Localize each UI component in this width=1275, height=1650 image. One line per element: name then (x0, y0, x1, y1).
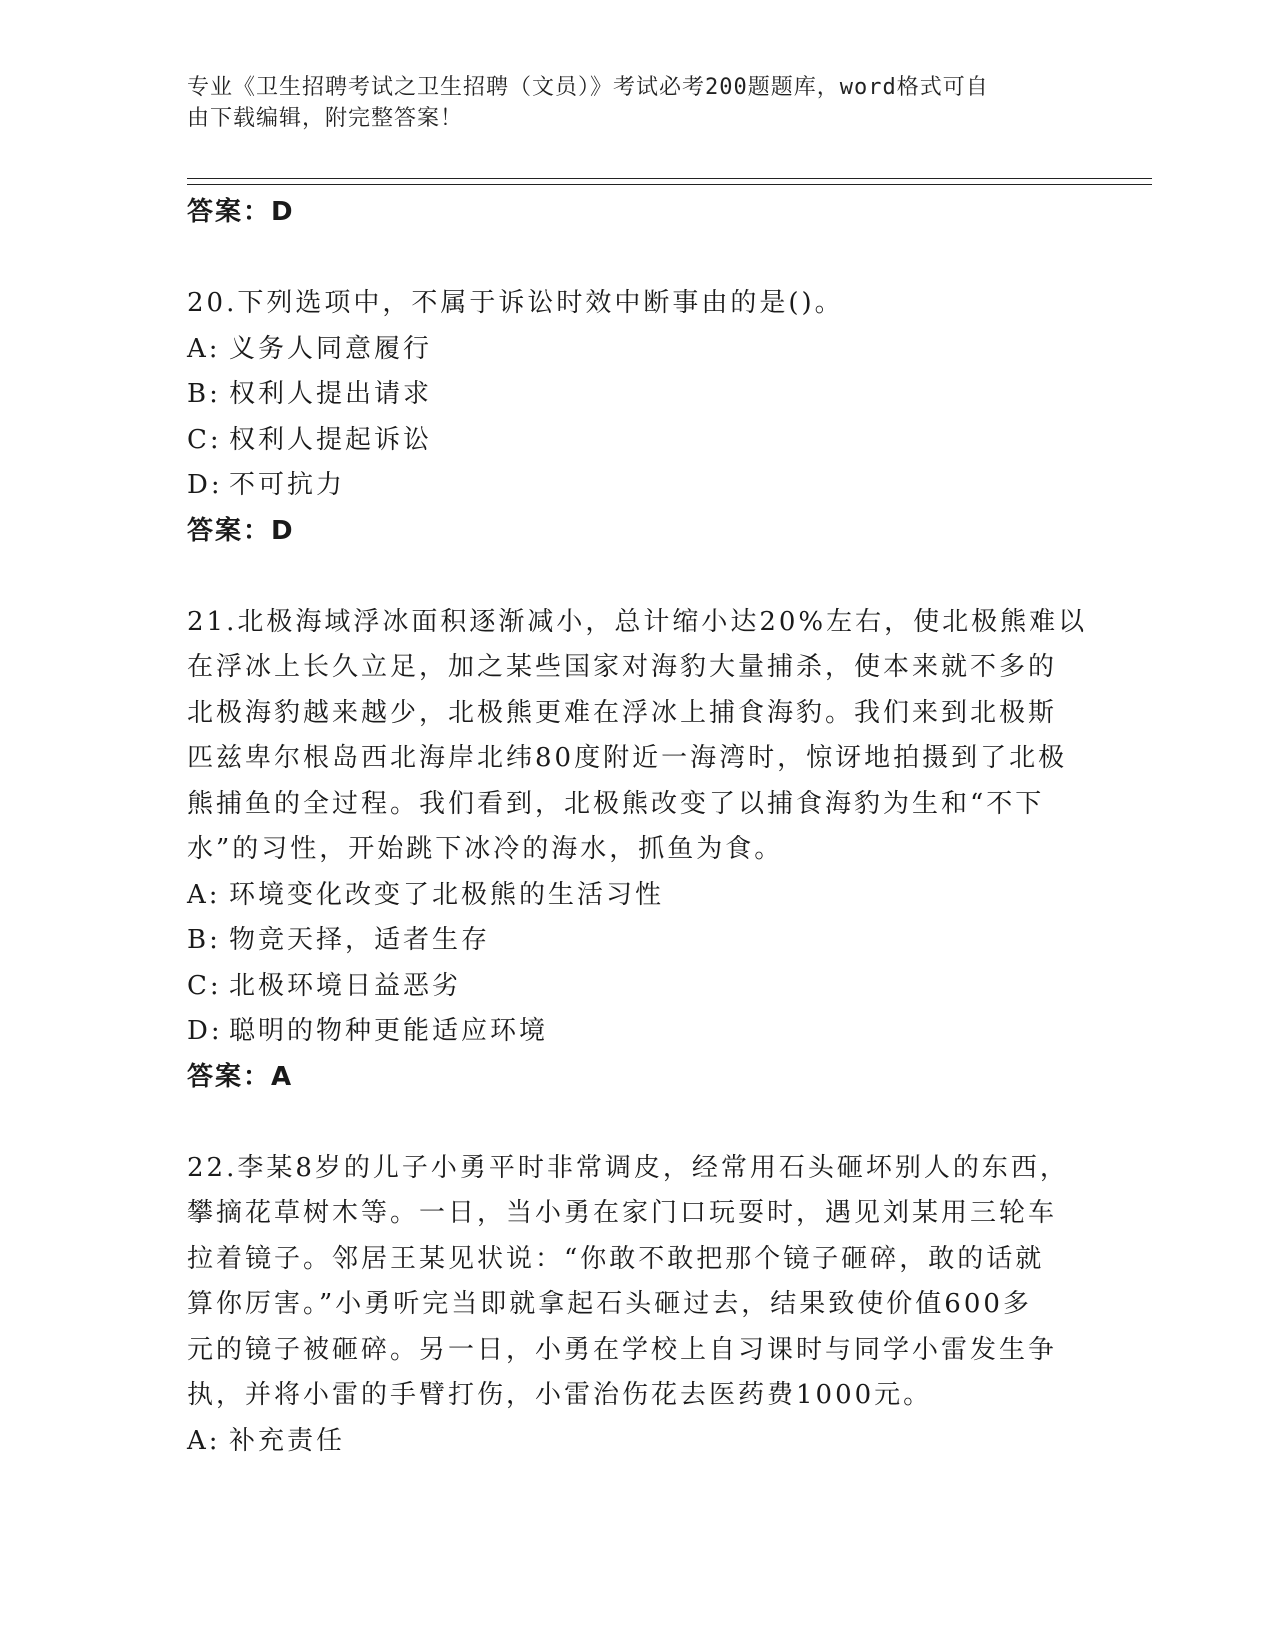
question-stem-line: 元的镜子被砸碎。另一日，小勇在学校上自习课时与同学小雷发生争 (187, 1334, 1058, 1365)
document-header (187, 72, 1067, 134)
spacer (187, 1100, 1087, 1146)
question-22-option-a (187, 1419, 1087, 1465)
question-22-stem (187, 1146, 1087, 1419)
header-divider-bottom (187, 184, 1152, 185)
question-stem-line: 算你厉害。”小勇听完当即就拿起石头砸过去，结果致使价值600多 (187, 1289, 1032, 1319)
option-text: 权利人提出请求 (229, 379, 433, 409)
question-20 (187, 281, 1087, 554)
header-line-1: 专业《卫生招聘考试之卫生招聘（文员）》考试必考200题题库，word格式可自 (187, 75, 989, 100)
question-stem-line: 攀摘花草树木等。一日，当小勇在家门口玩耍时，遇见刘某用三轮车 (187, 1198, 1058, 1228)
question-stem-line: 22.李某8岁的儿子小勇平时非常调皮，经常用石头砸坏别人的东西， (187, 1152, 1069, 1183)
question-21-option-b (187, 918, 1087, 964)
question-stem-line: 匹兹卑尔根岛西北海岸北纬80度附近一海湾时，惊讶地拍摄到了北极 (187, 743, 1068, 773)
option-text: 北极环境日益恶劣 (229, 970, 462, 1001)
spacer (187, 236, 1087, 282)
question-20-option-b (187, 372, 1087, 418)
question-21-option-d (187, 1009, 1087, 1055)
option-text: 义务人同意履行 (229, 333, 433, 364)
question-21-stem (187, 600, 1087, 873)
option-text: 物竞天择，适者生存 (229, 925, 491, 955)
option-text: 不可抗力 (229, 470, 346, 500)
option-letter: C: (187, 424, 222, 455)
document-body (187, 190, 1087, 1464)
question-21 (187, 600, 1087, 1101)
question-20-option-a (187, 327, 1087, 373)
option-text: 权利人提起诉讼 (229, 424, 433, 455)
answer-q21: 答案：A (187, 1061, 294, 1092)
header-divider-top (187, 178, 1152, 179)
option-text: 补充责任 (229, 1425, 346, 1456)
spacer (187, 554, 1087, 600)
question-stem-line: 执，并将小雷的手臂打伤，小雷治伤花去医药费1000元。 (187, 1380, 933, 1410)
question-20-stem (187, 281, 1087, 327)
option-letter: A: (187, 1425, 221, 1456)
question-21-option-c (187, 964, 1087, 1010)
question-stem-line: 21.北极海域浮冰面积逐渐减小，总计缩小达20%左右，使北极熊难以 (187, 606, 1088, 637)
option-letter: D: (187, 1016, 223, 1046)
answer-q19: 答案：D (187, 197, 295, 227)
option-letter: A: (187, 333, 221, 364)
option-letter: B: (187, 379, 221, 409)
question-22 (187, 1146, 1087, 1465)
question-20-option-c (187, 418, 1087, 464)
question-21-option-a (187, 873, 1087, 919)
option-letter: D: (187, 470, 223, 500)
question-stem-line: 在浮冰上长久立足，加之某些国家对海豹大量捕杀，使本来就不多的 (187, 652, 1058, 682)
question-stem-line: 拉着镜子。邻居王某见状说：“你敢不敢把那个镜子砸碎，敢的话就 (187, 1243, 1045, 1274)
question-stem-line: 20.下列选项中，不属于诉讼时效中断事由的是()。 (187, 288, 844, 318)
answer-q20: 答案：D (187, 515, 295, 546)
option-letter: B: (187, 925, 221, 955)
question-stem-line: 北极海豹越来越少，北极熊更难在浮冰上捕食海豹。我们来到北极斯 (187, 697, 1058, 728)
question-20-option-d (187, 463, 1087, 509)
option-letter: A: (187, 879, 221, 910)
option-text: 环境变化改变了北极熊的生活习性 (229, 879, 665, 910)
option-text: 聪明的物种更能适应环境 (229, 1016, 549, 1046)
option-letter: C: (187, 970, 222, 1001)
header-line-2: 由下载编辑，附完整答案！ (187, 106, 464, 131)
question-stem-line: 水”的习性，开始跳下冰冷的海水，抓鱼为食。 (187, 834, 784, 864)
question-stem-line: 熊捕鱼的全过程。我们看到，北极熊改变了以捕食海豹为生和“不下 (187, 788, 1045, 819)
